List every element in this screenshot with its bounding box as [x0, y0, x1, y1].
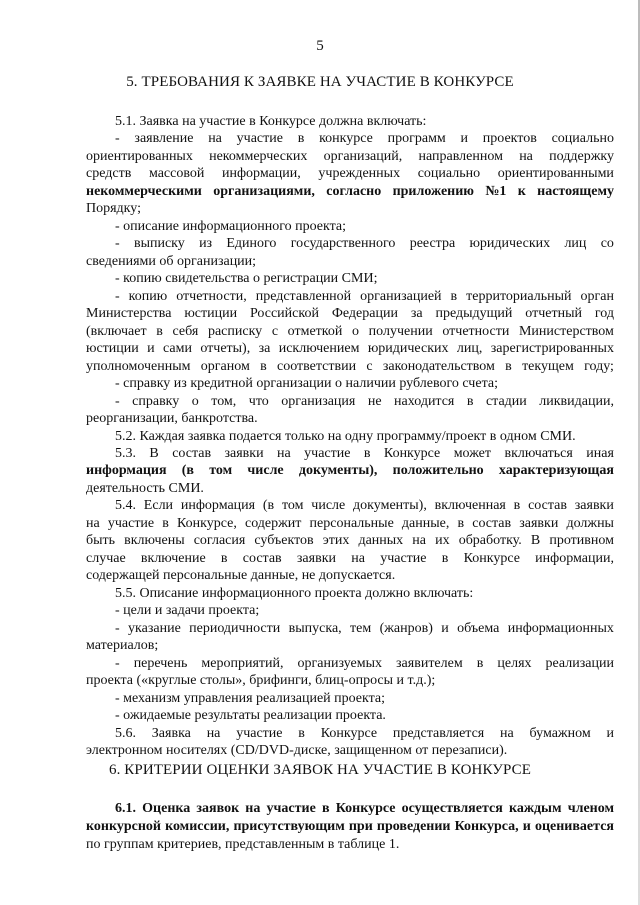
paragraph-line: - выписку из Единого государственного реестра юридических лиц со	[115, 236, 614, 251]
paragraph-line: по группам критериев, представленным в таблице 1.	[86, 837, 400, 852]
paragraph-line: ориентированных некоммерческих организаций, направленном на поддержку	[86, 149, 614, 164]
paragraph-line: - справку из кредитной организации о наличии рублевого счета;	[115, 376, 498, 391]
paragraph-line: проекта («круглые столы», брифинги, блиц-опросы и т.д.);	[86, 673, 436, 688]
section-5-heading: 5. ТРЕБОВАНИЯ К ЗАЯВКЕ НА УЧАСТИЕ В КОНКУРСЕ	[126, 74, 514, 90]
paragraph-line: - заявление на участие в конкурсе программ и проектов социально	[115, 131, 614, 146]
paragraph-line: содержащей персональные данные, не допускается.	[86, 568, 396, 583]
paragraph-line: - указание периодичности выпуска, тем (жанров) и объема информационных	[115, 621, 614, 636]
paragraph-line: информация (в том числе документы), положительно характеризующая	[86, 463, 614, 478]
paragraph-line: 5.2. Каждая заявка подается только на одну программу/проект в одном СМИ.	[115, 429, 576, 444]
paragraph-line: - ожидаемые результаты реализации проекта.	[115, 708, 386, 723]
paragraph-line: 5.4. Если информация (в том числе документы), включенная в состав заявки	[115, 498, 614, 513]
section-6-heading: 6. КРИТЕРИИ ОЦЕНКИ ЗАЯВОК НА УЧАСТИЕ В КОНКУРСЕ	[108, 762, 531, 778]
paragraph-line: - цели и задачи проекта;	[115, 603, 260, 618]
paragraph-line: - перечень мероприятий, организуемых заявителем в целях реализации	[115, 656, 614, 671]
paragraph-line: на участие в Конкурсе, содержит персональные данные, в состав заявки должны	[86, 516, 614, 531]
paragraph-line: юстиции и сами отчеты), за исключением юридических лиц, зарегистрированных	[86, 341, 614, 356]
paragraph-line: - описание информационного проекта;	[115, 219, 347, 234]
paragraph-line: электронном носителях (CD/DVD-диске, защищенном от перезаписи).	[86, 743, 508, 758]
paragraph-line: - копию отчетности, представленной организацией в территориальный орган	[115, 289, 614, 304]
paragraph-line: 6.1. Оценка заявок на участие в Конкурсе осуществляется каждым членом	[115, 801, 614, 816]
paragraph-line: материалов;	[86, 638, 159, 653]
paragraph-line: конкурсной комиссии, присутствующим при проведении Конкурса, и оценивается	[86, 819, 614, 834]
paragraph-line: быть включены согласия субъектов этих данных на их обработку. В противном	[86, 533, 614, 548]
page-number: 5	[316, 38, 324, 54]
paragraph-line: случае включение в состав заявки на участие в Конкурсе информации,	[86, 551, 614, 566]
paragraph-line: уполномоченным органом в соответствии с законодательством в текущем году;	[86, 359, 614, 374]
paragraph-line: - справку о том, что организация не находится в стадии ликвидации,	[115, 394, 614, 409]
paragraph-line: (включает в себя расписку с отметкой о получении отчетности Министерством	[86, 324, 614, 339]
paragraph-line: некоммерческими организациями, согласно приложению №1 к настоящему	[86, 184, 614, 199]
paragraph-line: сведениями об организации;	[86, 254, 257, 269]
paragraph-line: - механизм управления реализацией проекта;	[115, 691, 386, 706]
paragraph-line: реорганизации, банкротства.	[86, 411, 258, 426]
paragraph-line: 5.1. Заявка на участие в Конкурсе должна включать:	[115, 114, 427, 129]
paragraph-line: 5.3. В состав заявки на участие в Конкурсе может включаться иная	[115, 446, 614, 461]
paragraph-line: Порядку;	[86, 201, 141, 216]
paragraph-line: 5.5. Описание информационного проекта должно включать:	[115, 586, 474, 601]
paragraph-line: Министерства юстиции Российской Федерации за предыдущий отчетный год	[86, 306, 614, 321]
paragraph-line: деятельность СМИ.	[86, 481, 204, 496]
paragraph-line: 5.6. Заявка на участие в Конкурсе представляется на бумажном и	[115, 726, 614, 741]
paragraph-line: средств массовой информации, учрежденных социально ориентированными	[86, 166, 614, 181]
paragraph-line: - копию свидетельства о регистрации СМИ;	[115, 271, 378, 286]
